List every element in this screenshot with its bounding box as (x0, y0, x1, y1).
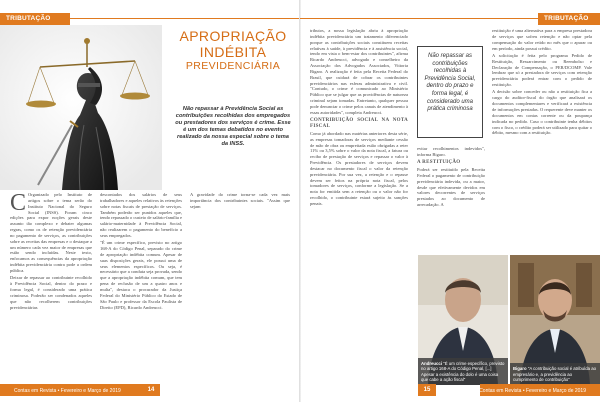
footer-text-right: Contas em Revista • Fevereiro e Março de 2019 (479, 388, 586, 394)
caption-text: "A contribuição social é atribuída ao empresário e, a previdência ao cumprimento de contribuição" (513, 366, 596, 382)
caption-name: Andreucci (421, 361, 443, 367)
subhead-restituicao: A RESTITUIÇÃO (417, 159, 461, 165)
header-rule-right (300, 18, 538, 19)
photo-bigaro (510, 255, 600, 385)
title-line-2: INDÉBITA (199, 44, 267, 60)
paragraph: restituição é uma alternativa para a empresa prestadora de serviços que sofreu retenção e não optar pela compensação do valor retido no mês que o apurar ou em período, ainda possui crédito. (492, 28, 592, 51)
page-number-right: 15 (418, 384, 436, 396)
paragraph: A gravidade do crime torna-se cada vez mais importância dos contribuintes sociais. "Assim que sejam (190, 192, 290, 209)
paragraph: A decisão sobre conceder ou não a restituição fica a cargo do auditor-fiscal do órgão que analisará os documentos complementares e verificará a existência de informações prestadas. O requerente deve manter os documentos em contas corrente ou da poupança indicada no pedido. Caso o contribuinte tenha débitos com o fisco, o crédito poderá ser utilizado para quitar o débito, mesmo com a restituição. (492, 89, 592, 136)
page-number-left: 14 (142, 384, 160, 396)
paragraph (10, 192, 92, 274)
paragraph: descontados dos salários de seus trabalhadores e aqueles relativos às retenções sobre notas fiscais de prestação de serviços. Também poderão ser punidos aqueles que, tendo repassado o custeio de salário-família e salário-maternidade à Previdência Social, não realizarem o pagamento do benefício a seus empregados. (100, 192, 182, 238)
right-column-3 (492, 28, 592, 250)
right-column-2 (417, 146, 485, 246)
section-tag-right: TRIBUTAÇÃO (538, 13, 600, 25)
title-line-1: APROPRIAÇÃO (179, 28, 287, 44)
header-rule-left (70, 18, 300, 19)
paragraph: Deixar de repassar ao contribuinte recolhido à Previdência Social, dentro do prazo e forma legal, é considerado uma prática criminosa. Poderão ser condenados aqueles que não recolherem contribuições previdenciárias (10, 275, 92, 310)
left-column-2 (100, 192, 182, 378)
photo-caption-bigaro (510, 363, 600, 385)
paragraph-text: Organizado pelo Instituto de artigos sobre o tema serão do Instituto Nacional do Seguro Social (INSS). Foram cinco edições para expor noções gerais deste assunto tão complexo e debater algumas regras, como os de retenção previdenciária no pagamento de serviços, as contribuições sobre as receitas das empresas e o destaque a um número cada vez maior de empresas que estão sendo incluídas. Neste texto, enfocamos as consequências da apropriação indébita previdenciária contra pode a ordem pública. (10, 192, 92, 273)
pull-quote: Não repassar as contribuições recolhidas à Previdência Social, dentro do prazo e forma legal, é considerado uma prática criminosa (417, 46, 483, 138)
paragraph: Poderá ser restituído pela Receita Federal o pagamento de contribuição previdenciária indevida, ou a maior, desde que efetivamente devidos em valores decorrentes de serviços prestados ao documento de arrecadação. A (417, 167, 485, 208)
title-line-3: PREVIDENCIÁRIA (185, 60, 281, 72)
left-column-1 (10, 192, 92, 378)
paragraph: "É um crime específico, previsto no artigo 168-A do Código Penal, separado do crime de apropriação indébita comum. Apesar de suas disposições gerais, ele possui uma de seus elementos específicos. Ou seja, é necessário que a conduta seja provada, sendo que a apropriação indébita comum, que tem pena de reclusão de um a quatro anos e multa", destaca o procurador da Justiça Federal do Ministério Público do Estado de São Paulo e professor da Escola Paulista de Direito (EPD), Ricardo Andreucci. (100, 240, 182, 310)
scales-of-justice-statue (0, 25, 162, 190)
paragraph: Como já abordado nas matérias anteriores desta série, as empresas tomadoras de serviços mediante cessão de mão de obra ou empreitada estão obrigadas a reter 11% ou 3,5% sobre o valor da nota fiscal, a fatura ou recibo de prestação de serviços e repassar o valor à Previdência. Os prestadores de serviços devem destacar no documento fiscal o valor da retenção previdenciária. Por sua vez, a retenção e o repasse devem ser feitos na própria nota fiscal, pelos tomadores de serviços, conforme a legislação. Se a nota for emitida sem a retenção ou o valor não for recolhido, o contribuinte estará sujeito às sanções penais. (310, 130, 408, 206)
right-page (300, 0, 600, 402)
paragraph: evitar recolhimentos indevidos", informa Bigaro. (417, 146, 485, 157)
paragraph: A solicitação é feita pelo programa Pedido de Restituição, Ressarcimento ou Reembolso e Declaração de Compensação, o PER/DCOMP. Vale lembrar que só a prestadora de serviços com retenção previdenciária poderá entrar com o pedido de restituição. (492, 52, 592, 88)
photo-caption-andreucci (418, 358, 508, 385)
subhead-nota-fiscal: CONTRIBUIÇÃO SOCIAL NA NOTA FISCAL (310, 117, 408, 129)
left-column-3 (190, 192, 290, 378)
caption-text: "É um crime específico, previsto no artigo 168-A do Código Penal, [...] Apesar a existência do dolo é uma coisa que cabe a ação fiscal" (421, 361, 505, 382)
caption-name: Bigaro (513, 366, 527, 372)
section-tag-left: TRIBUTAÇÃO (0, 13, 70, 25)
photo-andreucci (418, 255, 508, 385)
article-lead: Não repassar à Previdência Social as contribuições recolhidas dos empregados ou prestadores dos serviços é crime. Esse é um dos temas debatidos no evento realizado da nossa especial sobre o tema da INSS. (175, 106, 291, 147)
drop-cap: C (10, 192, 27, 216)
article-title (178, 28, 288, 73)
footer-text-left: Contas em Revista • Fevereiro e Março de 2019 (14, 388, 121, 394)
right-column-1 (310, 28, 408, 243)
paragraph: tributos, a nossa legislação abriu à apropriação indébita previdenciária um tratamento diferenciado porque as contribuições sociais constituem receitas relativas à saúde, à previdência e à assistência social, tendo em vista o bem-estar dos contribuintes", afirma Ricardo Andreucci, advogado e conselheiro da Associação dos Advogados Associados, Vittoria Bigaro. A realização é feita pela Receita Federal do Brasil, que cuidará de cobrar os contribuintes previdenciários nas esferas administrativa e civil. "Contudo, o crime é comunicado ao Ministério Público que se julgar que as providências de natureza criminal sejam tomadas. Entretanto, qualquer pessoa pode denunciar o crime pelos canais de atendimento à essas autoridades", completa Andreucci. (310, 28, 408, 115)
